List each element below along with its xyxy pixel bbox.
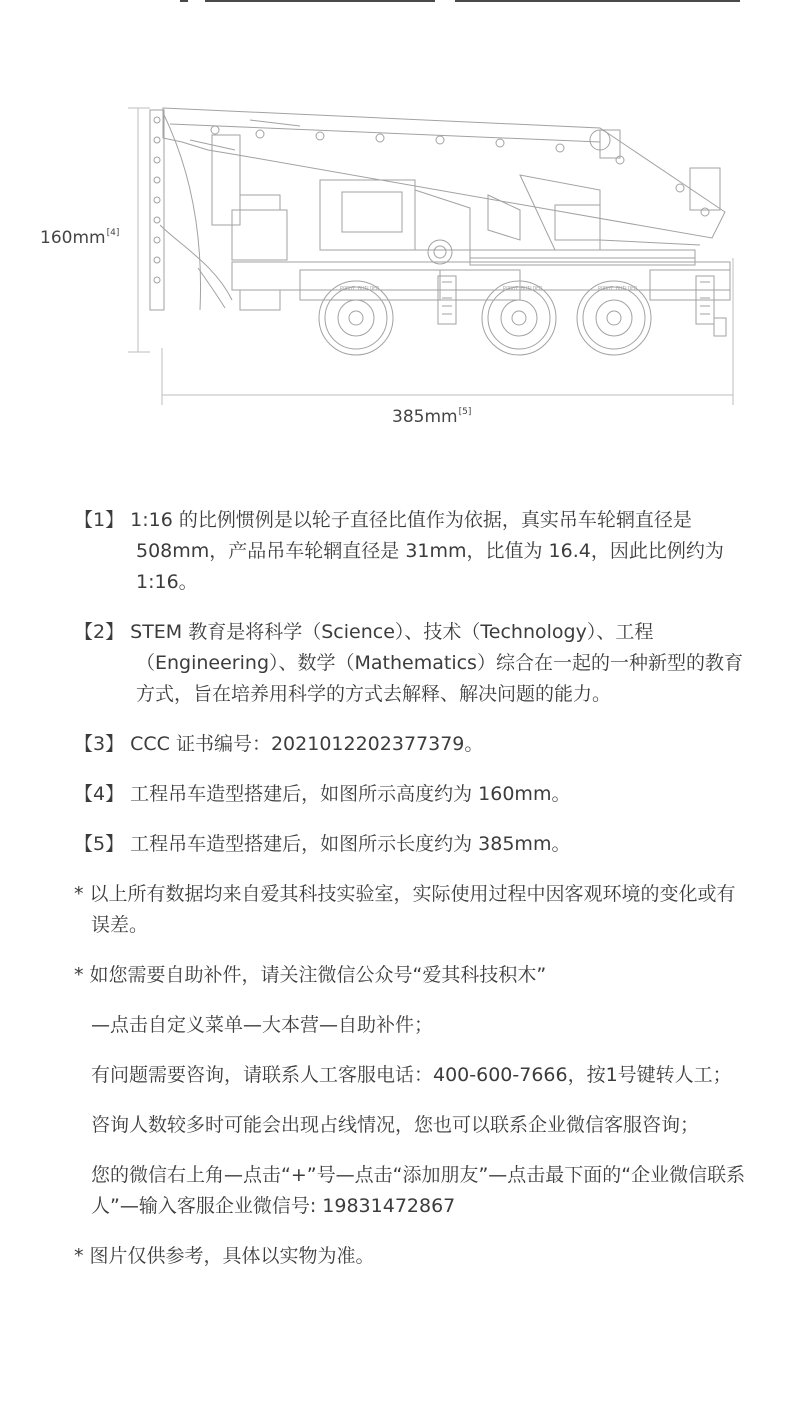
crane-dimension-figure xyxy=(0,95,790,440)
image-reference-disclaimer: * 图片仅供参考，具体以实物为准。 xyxy=(74,1245,375,1267)
wheel-text: ROBOT BUILDER xyxy=(340,286,380,292)
note-5: 【5】 工程吊车造型搭建后，如图所示长度约为 385mm。 xyxy=(74,833,571,855)
help-step: 您的微信右上角—点击“+”号—点击“添加朋友”—点击最下面的“企业微信联系人”—输入客服企业微信号: 19831472867 xyxy=(91,1164,746,1217)
note-1: 【1】 1:16 的比例惯例是以轮子直径比值作为依据，真实吊车轮辋直径是 508mm，产品吊车轮辋直径是 31mm，比值为 16.4，因此比例约为 1:16。 xyxy=(74,509,724,593)
crane-line-drawing xyxy=(0,95,790,440)
wheel-text: ROBOT BUILDER xyxy=(598,286,638,292)
help-intro: * 如您需要自助补件，请关注微信公众号“爱其科技积木” xyxy=(74,964,547,986)
top-cropped-rule xyxy=(180,0,740,3)
help-step: 咨询人数较多时可能会出现占线情况，您也可以联系企业微信客服咨询； xyxy=(91,1114,700,1136)
help-step: —点击自定义菜单—大本营—自助补件； xyxy=(91,1014,434,1036)
wheel-text: ROBOT BUILDER xyxy=(503,286,543,292)
note-3: 【3】 CCC 证书编号：2021012202377379。 xyxy=(74,733,484,755)
data-source-disclaimer: * 以上所有数据均来自爱其科技实验室，实际使用过程中因客观环境的变化或有误差。 xyxy=(74,883,736,936)
note-2: 【2】 STEM 教育是将科学（Science）、技术（Technology）、工程（Engineering）、数学（Mathematics）综合在一起的一种新型的教育方式，旨在培养用科学的方式去解释、解决问题的能力。 xyxy=(74,621,743,705)
length-dimension-label: 385mm[5] xyxy=(392,407,472,427)
notes-section xyxy=(74,505,754,1291)
note-4: 【4】 工程吊车造型搭建后，如图所示高度约为 160mm。 xyxy=(74,783,571,805)
help-step: 有问题需要咨询，请联系人工客服电话：400-600-7666，按1号键转人工； xyxy=(91,1064,732,1086)
height-dimension-label: 160mm[4] xyxy=(40,228,120,248)
